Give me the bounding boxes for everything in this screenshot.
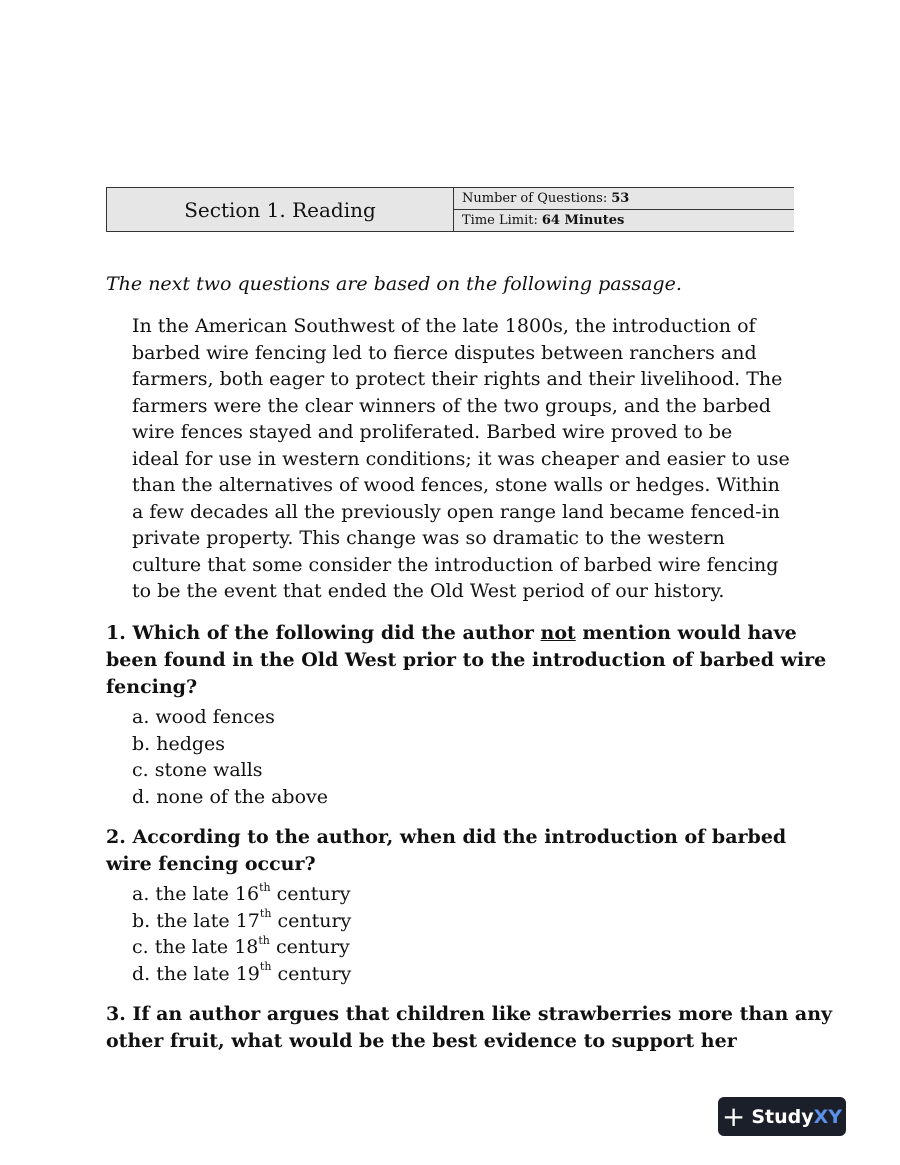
ordinal-suffix: th [259,880,271,894]
time-limit-value: 64 Minutes [541,213,625,228]
num-questions-value: 53 [611,191,630,206]
ordinal-suffix: th [259,960,272,974]
option-text: century [270,883,351,905]
question-3-line-2: other fruit, what would be the best evidence to support her [106,1030,737,1052]
passage-line: a few decades all the previously open range land became fenced-in [132,500,780,523]
option-text: century [271,962,352,985]
passage-intro: The next two questions are based on the following passage. [106,273,682,295]
studyxy-logo[interactable] [718,1097,846,1136]
passage-line: culture that some consider the introduction of barbed wire fencing [132,553,779,576]
num-questions-row [454,188,794,209]
question-3 [106,1001,833,1055]
ordinal-suffix: th [259,907,272,921]
passage-line: barbed wire fencing led to fierce disputes between ranchers and [132,341,757,364]
answer-option[interactable]: c. stone walls [132,759,263,781]
question-2-line-2: wire fencing occur? [106,853,316,875]
passage-line: farmers, both eager to protect their rights and their livelihood. The [132,368,783,390]
passage-line: In the American Southwest of the late 1800s, the introduction of [132,315,756,337]
reading-passage [132,313,790,605]
option-text: century [271,909,352,932]
passage-line: than the alternatives of wood fences, stone walls or hedges. Within [132,474,780,496]
num-questions-label: Number of Questions: [462,191,608,206]
ordinal-suffix: th [258,933,270,947]
section-info [454,188,794,231]
q1-text-pre: 1. Which of the following did the author [106,622,541,644]
passage-line: to be the event that ended the Old West period of our history. [132,580,725,602]
option-text: a. the late 16 [132,883,260,905]
section-header-table [106,187,794,232]
option-text: b. the late 17 [132,909,260,932]
plus-icon: + [721,1099,746,1133]
question-1-line-3: fencing? [106,676,198,698]
option-text: c. the late 18 [132,936,259,958]
question-2-line-1: 2. According to the author, when did the introduction of barbed [106,826,787,848]
question-1 [106,620,827,701]
question-1-options [132,704,328,810]
answer-option[interactable]: b. hedges [132,732,226,755]
option-text: century [269,936,350,958]
answer-option[interactable]: a. wood fences [132,706,275,728]
section-title: Section 1. Reading [107,188,454,231]
answer-option[interactable] [132,934,351,961]
passage-line: wire fences stayed and proliferated. Barbed wire proved to be [132,421,733,443]
q1-underlined-word: not [540,622,576,644]
answer-option[interactable] [132,908,351,935]
q1-text-post: mention would have [575,622,797,644]
time-limit-row [454,209,794,231]
question-1-line-1 [106,620,806,647]
passage-line: private property. This change was so dramatic to the western [132,527,725,549]
answer-option[interactable] [132,961,351,988]
question-2 [106,824,806,878]
time-limit-label: Time Limit: [462,213,538,228]
logo-text: Study [751,1105,814,1128]
question-1-line-2: been found in the Old West prior to the introduction of barbed wire [106,649,827,671]
option-text: d. the late 19 [132,962,260,985]
passage-line: ideal for use in western conditions; it was cheaper and easier to use [132,447,790,470]
question-2-options [132,881,351,987]
answer-option[interactable] [132,881,351,908]
logo-text-accent: XY [813,1105,843,1128]
answer-option[interactable]: d. none of the above [132,785,329,808]
passage-line: farmers were the clear winners of the two groups, and the barbed [132,394,771,417]
question-3-line-1: 3. If an author argues that children like strawberries more than any [106,1003,833,1025]
